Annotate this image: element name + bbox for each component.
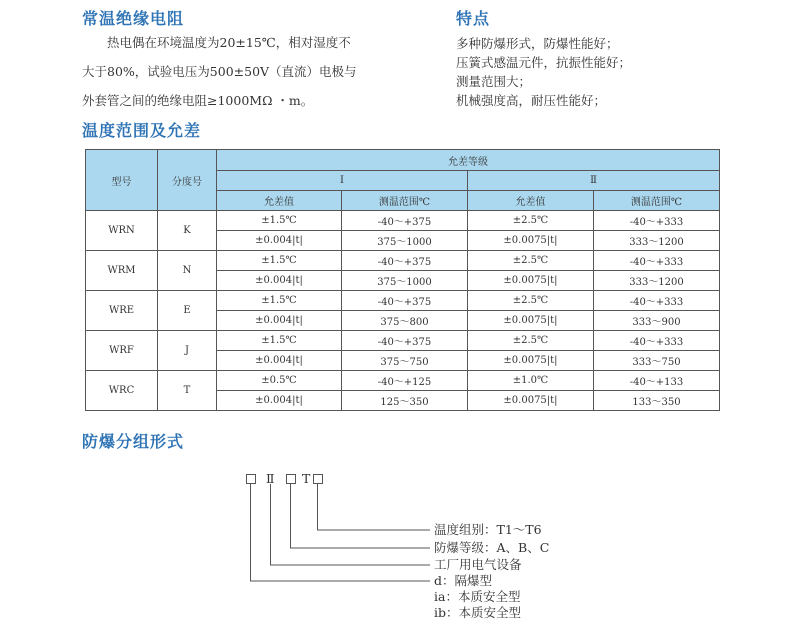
feature-item: 测量范围大；: [456, 74, 532, 89]
cell-tolerance: ±0.0075|t|: [468, 351, 594, 371]
cell-range: -40～+333: [594, 251, 720, 271]
cell-model: WRN: [86, 211, 158, 251]
cell-tolerance: ±1.5℃: [217, 211, 342, 231]
leader-protection-grade: [291, 484, 431, 548]
label-temp-group: 温度组别：T1～T6: [434, 522, 542, 537]
cell-tolerance: ±0.0075|t|: [468, 271, 594, 291]
cell-range: -40～+333: [594, 211, 720, 231]
header-range: 测温范围℃: [594, 191, 720, 211]
cell-range: 375～750: [342, 351, 468, 371]
cell-range: -40～+125: [342, 371, 468, 391]
cell-range: 375～800: [342, 311, 468, 331]
cell-tolerance: ±0.004|t|: [217, 391, 342, 411]
cell-graduation: T: [158, 371, 217, 411]
cell-model: WRM: [86, 251, 158, 291]
cell-tolerance: ±0.004|t|: [217, 271, 342, 291]
explosion-title: 防爆分组形式: [82, 432, 185, 451]
code-letter-t: T: [302, 471, 311, 486]
cell-model: WRE: [86, 291, 158, 331]
cell-range: -40～+375: [342, 211, 468, 231]
header-tolerance: 允差值: [468, 191, 594, 211]
label-type-d: d：隔爆型: [434, 573, 493, 588]
header-class-2: Ⅱ: [468, 171, 720, 191]
cell-range: -40～+133: [594, 371, 720, 391]
insulation-title: 常温绝缘电阻: [82, 9, 185, 28]
cell-tolerance: ±2.5℃: [468, 211, 594, 231]
cell-tolerance: ±2.5℃: [468, 331, 594, 351]
cell-range: 333～1200: [594, 271, 720, 291]
header-model: 型号: [86, 150, 158, 211]
cell-tolerance: ±0.0075|t|: [468, 391, 594, 411]
cell-tolerance: ±0.004|t|: [217, 311, 342, 331]
feature-item: 机械强度高，耐压性能好；: [456, 93, 607, 108]
feature-item: 压簧式感温元件，抗振性能好；: [456, 55, 632, 70]
tolerance-title: 温度范围及允差: [82, 121, 202, 140]
cell-range: -40～+375: [342, 251, 468, 271]
insulation-line-3: 外套管之间的绝缘电阻≥1000MΩ ・m。: [82, 93, 314, 108]
leader-temp-group: [318, 484, 431, 530]
cell-tolerance: ±1.5℃: [217, 251, 342, 271]
label-type-ia: ia：本质安全型: [434, 589, 521, 604]
leader-type: [251, 484, 431, 581]
cell-range: 333～1200: [594, 231, 720, 251]
cell-tolerance: ±0.0075|t|: [468, 231, 594, 251]
header-graduation: 分度号: [158, 150, 217, 211]
cell-range: 133～350: [594, 391, 720, 411]
cell-graduation: K: [158, 211, 217, 251]
cell-tolerance: ±0.5℃: [217, 371, 342, 391]
cell-tolerance: ±1.0℃: [468, 371, 594, 391]
label-factory-equipment: 工厂用电气设备: [434, 557, 522, 572]
cell-range: -40～+333: [594, 331, 720, 351]
insulation-line-2: 大于80%，试验电压为500±50V（直流）电极与: [82, 64, 357, 79]
cell-range: 375～1000: [342, 231, 468, 251]
cell-range: 125～350: [342, 391, 468, 411]
label-protection-grade: 防爆等级：A、B、C: [434, 540, 550, 555]
leader-factory-equipment: [271, 484, 431, 565]
features-title: 特点: [456, 9, 491, 28]
cell-range: 333～750: [594, 351, 720, 371]
code-box-grade: [286, 474, 296, 484]
label-type-ib: ib：本质安全型: [434, 605, 521, 620]
cell-tolerance: ±0.004|t|: [217, 351, 342, 371]
code-box-type: [246, 474, 256, 484]
code-roman-ii: Ⅱ: [266, 471, 275, 486]
cell-range: -40～+333: [594, 291, 720, 311]
cell-graduation: J: [158, 331, 217, 371]
cell-range: 375～1000: [342, 271, 468, 291]
cell-tolerance: ±0.0075|t|: [468, 311, 594, 331]
cell-tolerance: ±2.5℃: [468, 291, 594, 311]
cell-graduation: N: [158, 251, 217, 291]
cell-tolerance: ±1.5℃: [217, 291, 342, 311]
cell-range: -40～+375: [342, 331, 468, 351]
cell-model: WRC: [86, 371, 158, 411]
cell-tolerance: ±2.5℃: [468, 251, 594, 271]
cell-range: -40～+375: [342, 291, 468, 311]
insulation-line-1: 热电偶在环境温度为20±15℃，相对湿度不: [107, 35, 351, 50]
header-range: 测温范围℃: [342, 191, 468, 211]
feature-item: 多种防爆形式，防爆性能好；: [456, 36, 619, 51]
cell-model: WRF: [86, 331, 158, 371]
code-box-temp: [313, 474, 323, 484]
cell-tolerance: ±0.004|t|: [217, 231, 342, 251]
cell-tolerance: ±1.5℃: [217, 331, 342, 351]
header-class-1: I: [217, 171, 468, 191]
header-tolerance: 允差值: [217, 191, 342, 211]
header-grade: 允差等级: [217, 150, 720, 171]
cell-graduation: E: [158, 291, 217, 331]
cell-range: 333～900: [594, 311, 720, 331]
